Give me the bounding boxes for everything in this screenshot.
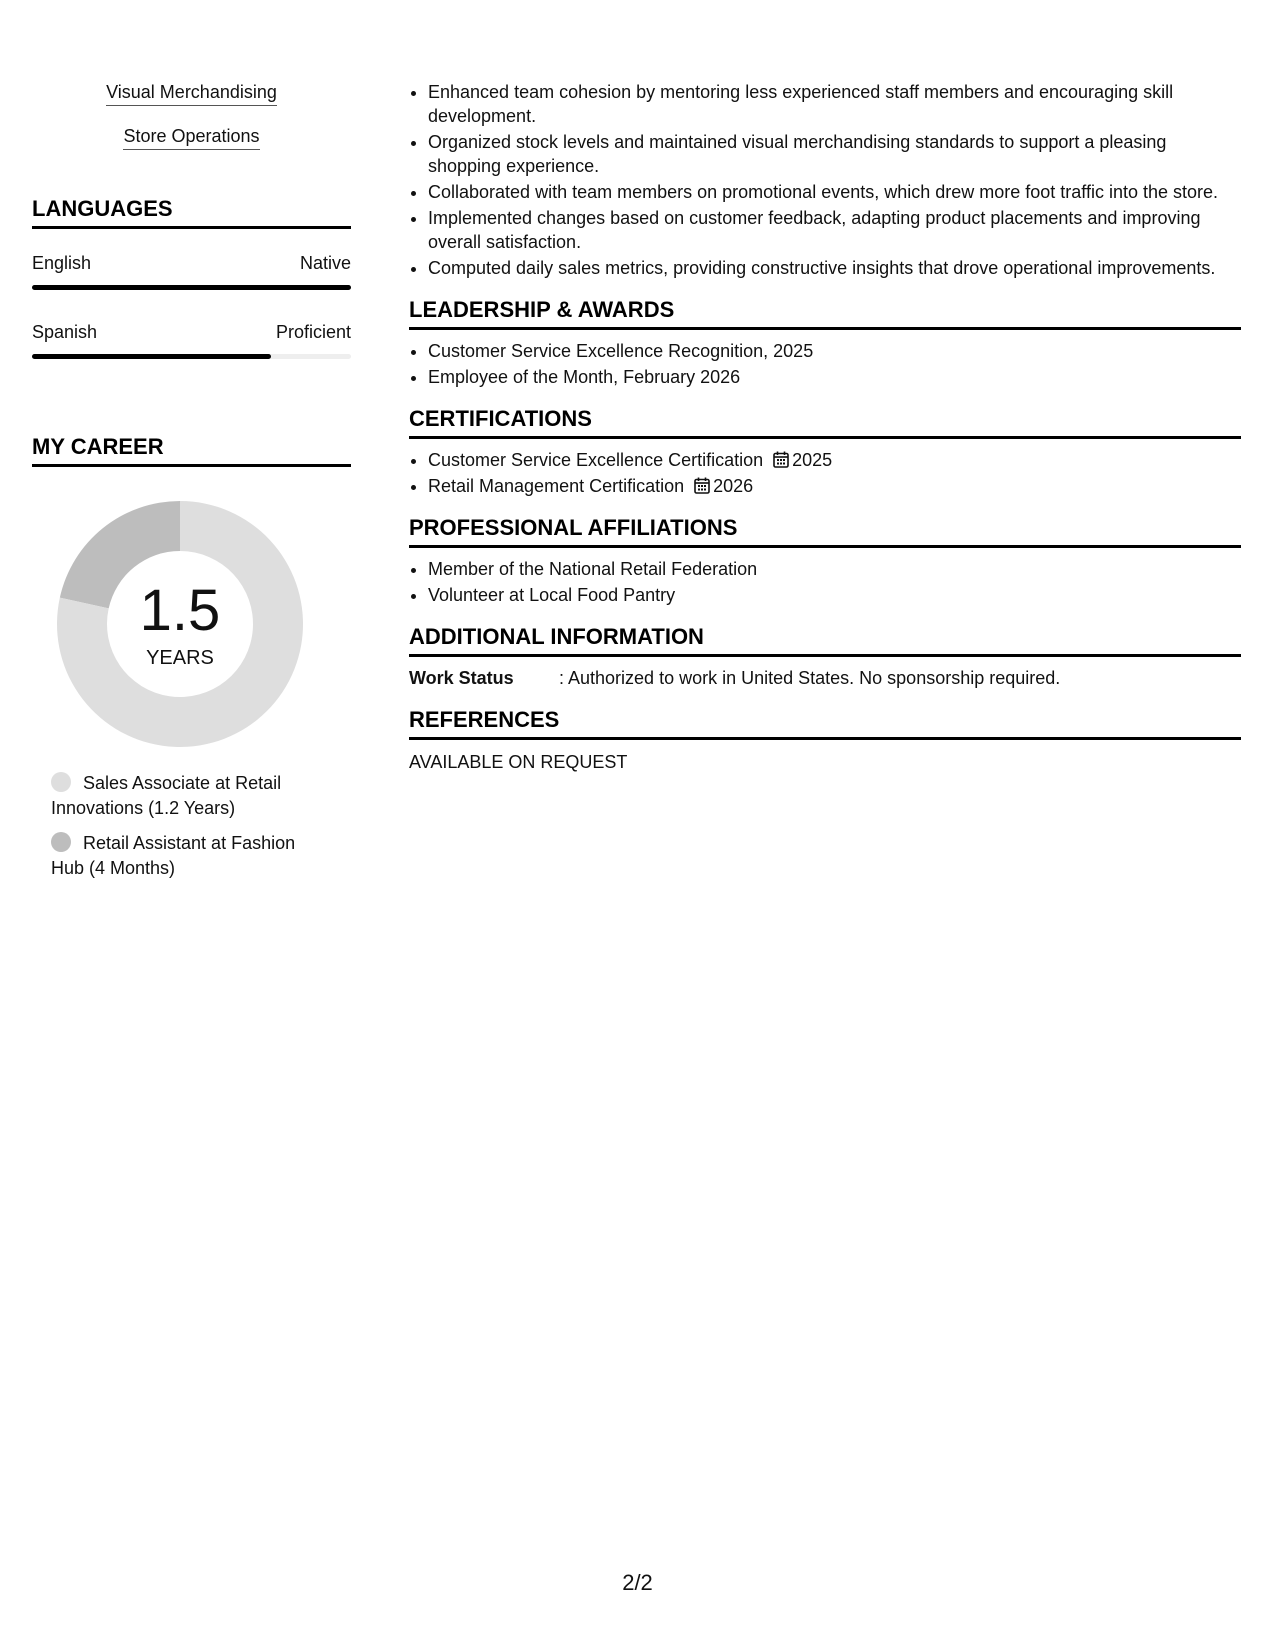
legend-dot-icon bbox=[51, 772, 71, 792]
legend-dot-icon bbox=[51, 832, 71, 852]
language-proficiency-fill bbox=[32, 285, 351, 290]
leadership-heading: LEADERSHIP & AWARDS bbox=[409, 296, 1241, 330]
language-name: Spanish bbox=[32, 322, 98, 342]
languages-heading: LANGUAGES bbox=[32, 195, 351, 229]
calendar-icon bbox=[773, 451, 789, 468]
leadership-item: • Customer Service Excellence Recognition, 2025 bbox=[428, 339, 1241, 363]
right-column bbox=[409, 80, 1241, 774]
career-total-value: 1.5 bbox=[139, 578, 221, 643]
leadership-list bbox=[409, 339, 1241, 389]
experience-bullet-list bbox=[409, 80, 1241, 280]
skill-link-visual-merchandising[interactable]: Visual Merchandising bbox=[106, 80, 277, 106]
certification-year: 2026 bbox=[713, 476, 754, 496]
career-heading: MY CAREER bbox=[32, 433, 351, 467]
certifications-list bbox=[409, 448, 1241, 498]
language-proficiency-fill bbox=[32, 354, 271, 359]
experience-bullet: • Collaborated with team members on promotional events, which drew more foot traffic into the store. bbox=[428, 180, 1241, 204]
career-total-unit: YEARS bbox=[146, 647, 214, 669]
certifications-heading: CERTIFICATIONS bbox=[409, 405, 1241, 439]
language-level: Proficient bbox=[275, 322, 351, 342]
additional-info-heading: ADDITIONAL INFORMATION bbox=[409, 623, 1241, 657]
left-column bbox=[32, 80, 351, 891]
certification-item bbox=[428, 474, 1241, 498]
certification-name: Customer Service Excellence Certification bbox=[428, 450, 764, 470]
work-status-label: Work Status bbox=[409, 668, 514, 688]
leadership-item: • Employee of the Month, February 2026 bbox=[428, 365, 1241, 389]
experience-bullet: • Implemented changes based on customer feedback, adapting product placements and improving overall satisfaction. bbox=[428, 206, 1241, 254]
skill-link-store-operations[interactable]: Store Operations bbox=[123, 124, 259, 150]
language-level: Native bbox=[299, 253, 351, 273]
affiliation-item: • Volunteer at Local Food Pantry bbox=[428, 583, 1241, 607]
language-item-spanish bbox=[32, 320, 351, 359]
calendar-icon bbox=[694, 477, 710, 494]
affiliations-heading: PROFESSIONAL AFFILIATIONS bbox=[409, 514, 1241, 548]
certification-item bbox=[428, 448, 1241, 472]
certification-year: 2025 bbox=[792, 450, 833, 470]
experience-bullet: • Organized stock levels and maintained visual merchandising standards to support a pleasing shopping experience. bbox=[428, 130, 1241, 178]
references-heading: REFERENCES bbox=[409, 706, 1241, 740]
language-item-english bbox=[32, 251, 351, 290]
experience-bullet: • Enhanced team cohesion by mentoring less experienced staff members and encouraging skill development. bbox=[428, 80, 1241, 128]
career-legend bbox=[32, 771, 351, 881]
career-legend-item bbox=[51, 771, 321, 821]
language-name: English bbox=[32, 253, 92, 273]
affiliations-list bbox=[409, 557, 1241, 607]
language-proficiency-bar bbox=[32, 285, 351, 290]
references-text: AVAILABLE ON REQUEST bbox=[409, 752, 628, 772]
affiliation-item: • Member of the National Retail Federation bbox=[428, 557, 1241, 581]
career-legend-item bbox=[51, 831, 321, 881]
experience-bullet: • Computed daily sales metrics, providing constructive insights that drove operational improvements. bbox=[428, 256, 1241, 280]
work-status-row bbox=[409, 666, 1241, 690]
career-legend-label: Sales Associate at Retail Innovations (1.2 Years) bbox=[51, 773, 282, 818]
career-donut-chart bbox=[57, 501, 303, 747]
career-legend-label: Retail Assistant at Fashion Hub (4 Months) bbox=[51, 833, 296, 878]
language-proficiency-bar bbox=[32, 354, 351, 359]
certification-name: Retail Management Certification bbox=[428, 476, 685, 496]
page-number: 2/2 bbox=[622, 1570, 653, 1595]
work-status-value: : Authorized to work in United States. No sponsorship required. bbox=[559, 668, 1061, 688]
